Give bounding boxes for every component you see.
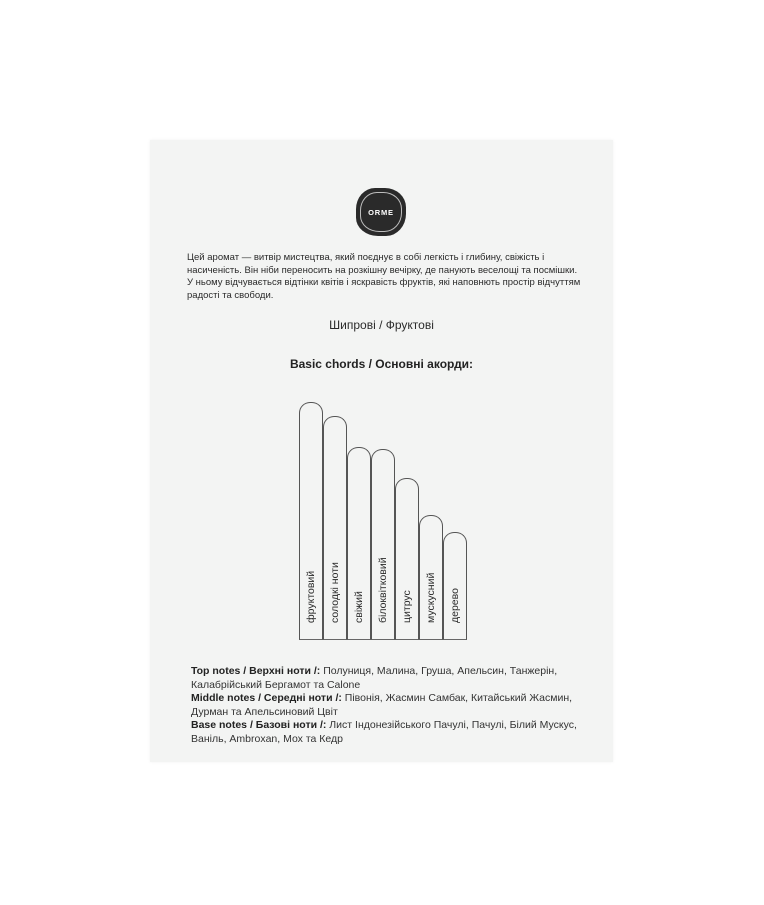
- chord-bar-label: свіжий: [352, 590, 365, 623]
- notes-section: [191, 665, 591, 747]
- middle-notes-label: Middle notes / Середні ноти /:: [191, 692, 342, 705]
- base-notes-label: Base notes / Базові ноти /:: [191, 719, 327, 732]
- chord-bar-label: дерево: [448, 587, 461, 623]
- fragrance-family: Шипрові / Фруктові: [329, 318, 434, 332]
- middle-notes-text: Півонія, Жасмин Самбак, Китайський Жасмин, Дурман та Апельсиновий Цвіт: [191, 692, 573, 718]
- description-line: Цей аромат — витвір мистецтва, який поєднує в собі легкість і глибину, свіжість і: [187, 252, 545, 263]
- chords-title: Basic chords / Основні акорди:: [289, 357, 474, 371]
- chord-bar: [323, 416, 347, 640]
- chord-bar: [443, 532, 467, 640]
- base-notes-text: Лист Індонезійського Пачулі, Пачулі, Білий Мускус, Ваніль, Ambroxan, Мох та Кедр: [191, 719, 577, 745]
- chord-bar-label: цитрус: [400, 589, 413, 623]
- description-line: радості та свободи.: [187, 289, 274, 301]
- chord-bar: [347, 447, 371, 640]
- fragrance-card: [150, 140, 613, 762]
- chord-bar: [371, 449, 395, 640]
- orme-logo: [356, 188, 406, 236]
- top-notes-label: Top notes / Верхні ноти /:: [191, 665, 321, 677]
- chord-bar-label: фруктовий: [304, 570, 317, 623]
- description: [187, 252, 587, 302]
- chord-bar-label: білоквітковий: [376, 556, 389, 623]
- chord-bar: [299, 402, 323, 640]
- description-line: У ньому відчувається відтінки квітів і яскравість фруктів, які наповнють простір відчуттям: [187, 277, 581, 289]
- chord-bar-label: солодкі ноти: [328, 561, 341, 623]
- logo-text: ORME: [368, 207, 394, 217]
- description-line: насиченість. Він ніби переносить на розкішну вечірку, де панують веселощі та посмішки.: [187, 264, 578, 276]
- chord-bar: [395, 478, 419, 640]
- chord-bar: [419, 515, 443, 640]
- top-notes: [191, 665, 591, 692]
- chord-bar-label: мускусний: [424, 572, 437, 623]
- middle-notes: [191, 692, 591, 719]
- top-notes-text: Полуниця, Малина, Груша, Апельсин, Танжерін, Калабрійський Бергамот та Calone: [191, 665, 558, 691]
- base-notes: [191, 719, 591, 746]
- chords-chart: [299, 404, 474, 640]
